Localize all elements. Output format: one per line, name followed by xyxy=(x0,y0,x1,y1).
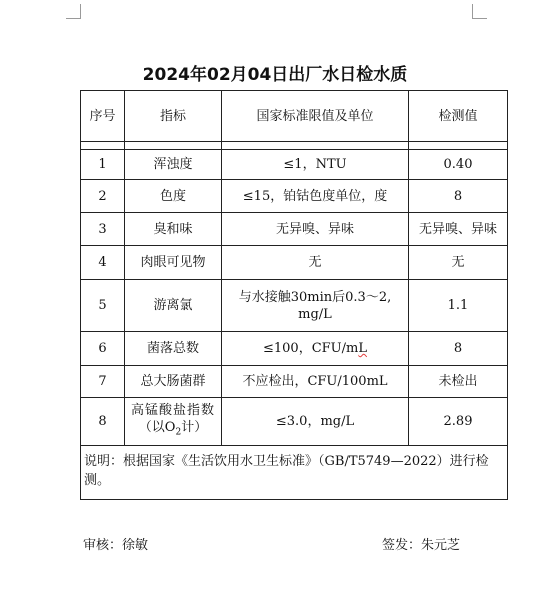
table-header-row xyxy=(81,91,508,142)
header-cell-seq: 序号 xyxy=(81,91,125,142)
row-standard: 无异嗅、异味 xyxy=(222,213,409,246)
spacer-cell xyxy=(125,142,222,150)
row-indicator-line1: 高锰酸盐指数 xyxy=(130,402,215,418)
page-corner-mark-right xyxy=(472,4,487,19)
row-standard: ≤1，NTU xyxy=(222,150,409,180)
row-value: 无 xyxy=(409,246,508,280)
row-indicator: 游离氯 xyxy=(125,280,222,332)
reviewer-name: 徐敏 xyxy=(122,538,149,553)
row-value: 8 xyxy=(409,332,508,366)
row-standard-line1: 与水接触30min后0.3～2, xyxy=(238,289,392,305)
row-indicator: 色度 xyxy=(125,180,222,213)
row-number: 6 xyxy=(81,332,125,366)
reviewer-label: 审核： xyxy=(83,538,123,553)
row-number: 7 xyxy=(81,366,125,398)
table-note-row xyxy=(81,446,508,500)
spacer-cell xyxy=(222,142,409,150)
issuer-label: 签发： xyxy=(382,538,422,553)
indicator-subscript: 2 xyxy=(175,427,182,438)
row-indicator-line2 xyxy=(127,419,219,442)
table-row xyxy=(81,366,508,398)
row-value: 未检出 xyxy=(409,366,508,398)
row-standard-prefix: ≤100，CFU/m xyxy=(263,341,359,356)
indicator-text: 计） xyxy=(181,419,208,435)
table-row xyxy=(81,246,508,280)
table-row xyxy=(81,150,508,180)
spellcheck-underlined-text: L xyxy=(358,341,367,356)
table-row xyxy=(81,280,508,332)
row-standard-line2: mg/L xyxy=(298,306,332,322)
row-standard: 不应检出，CFU/100mL xyxy=(222,366,409,398)
row-indicator: 菌落总数 xyxy=(125,332,222,366)
row-number: 2 xyxy=(81,180,125,213)
row-value: 无异嗅、异味 xyxy=(409,213,508,246)
row-number: 1 xyxy=(81,150,125,180)
row-indicator: 总大肠菌群 xyxy=(125,366,222,398)
row-standard xyxy=(222,332,409,366)
indicator-text: （以O xyxy=(138,419,176,435)
row-number: 3 xyxy=(81,213,125,246)
table-row xyxy=(81,180,508,213)
row-indicator: 肉眼可见物 xyxy=(125,246,222,280)
table-note: 说明：根据国家《生活饮用水卫生标准》（GB/T5749—2022）进行检测。 xyxy=(81,446,508,500)
row-indicator xyxy=(125,398,222,446)
row-number: 4 xyxy=(81,246,125,280)
header-cell-standard: 国家标准限值及单位 xyxy=(222,91,409,142)
document-title: 2024年02月04日出厂水日检水质 xyxy=(142,65,408,85)
row-indicator: 浑浊度 xyxy=(125,150,222,180)
table-spacer-row xyxy=(81,142,508,150)
reviewer-signature xyxy=(83,534,148,553)
row-indicator: 臭和味 xyxy=(125,213,222,246)
header-cell-indicator: 指标 xyxy=(125,91,222,142)
page-corner-mark-left xyxy=(66,4,81,19)
row-value: 2.89 xyxy=(409,398,508,446)
row-standard xyxy=(222,280,409,332)
row-number: 5 xyxy=(81,280,125,332)
row-standard: ≤15，铂钴色度单位，度 xyxy=(222,180,409,213)
row-value: 0.40 xyxy=(409,150,508,180)
row-value: 8 xyxy=(409,180,508,213)
row-number: 8 xyxy=(81,398,125,446)
issuer-name: 朱元芝 xyxy=(421,538,461,553)
spacer-cell xyxy=(409,142,508,150)
row-standard: ≤3.0，mg/L xyxy=(222,398,409,446)
table-row xyxy=(81,332,508,366)
water-quality-table xyxy=(80,90,508,500)
header-cell-value: 检测值 xyxy=(409,91,508,142)
table-row xyxy=(81,398,508,446)
row-standard: 无 xyxy=(222,246,409,280)
issuer-signature xyxy=(382,534,460,553)
spacer-cell xyxy=(81,142,125,150)
table-row xyxy=(81,213,508,246)
row-value: 1.1 xyxy=(409,280,508,332)
